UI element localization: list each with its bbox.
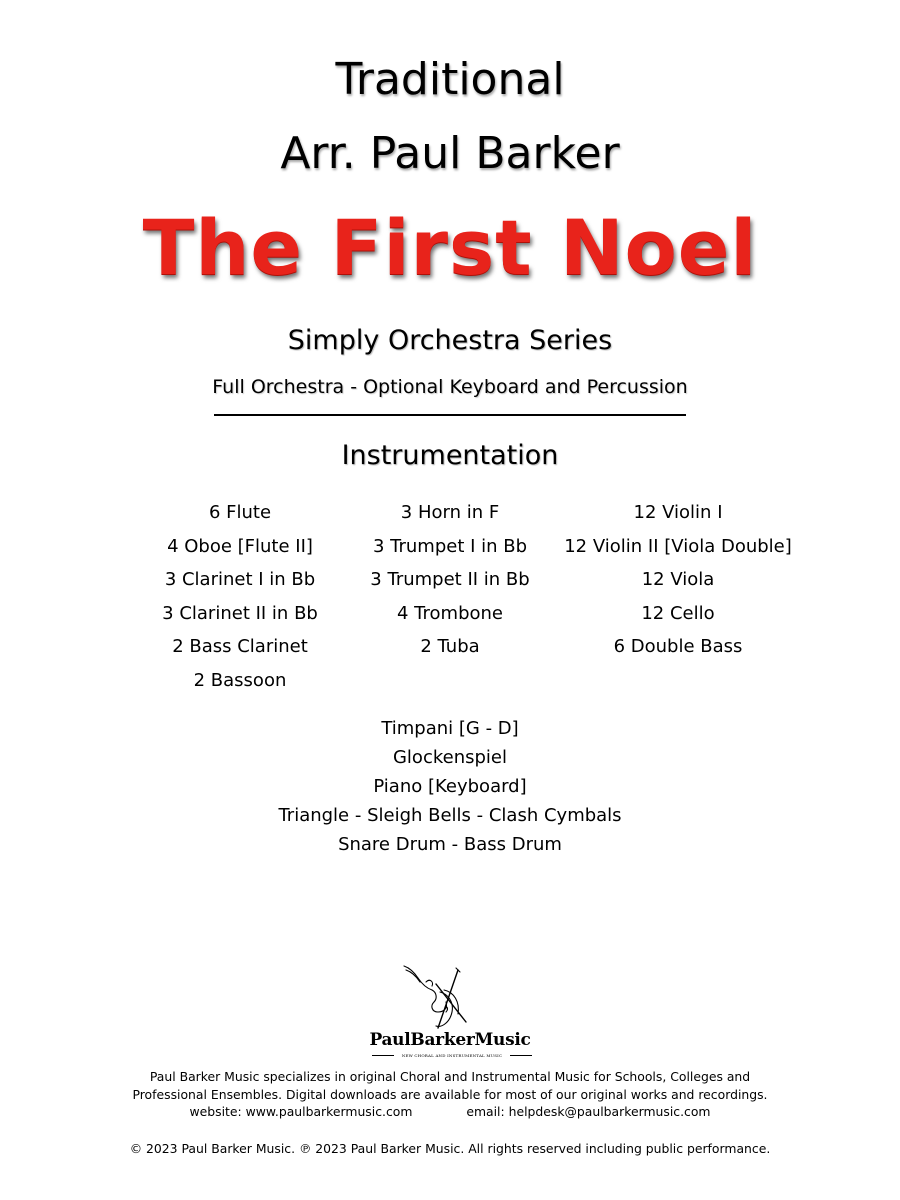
instrument-item: 6 Flute: [208, 502, 272, 523]
instrument-item: 12 Violin I: [633, 502, 723, 523]
instrument-item: Snare Drum - Bass Drum: [338, 834, 562, 855]
composer: Traditional: [335, 54, 565, 105]
instrument-item: 12 Violin II [Viola Double]: [564, 535, 792, 557]
footer-text: [0, 1068, 900, 1121]
instrument-item: 2 Bass Clarinet: [172, 636, 308, 658]
instrument-item: 4 Trombone: [397, 602, 503, 624]
instrument-item: 12 Cello: [641, 602, 715, 624]
divider: [214, 414, 686, 416]
series-name: Simply Orchestra Series: [287, 325, 613, 356]
instrument-item: 2 Tuba: [420, 636, 480, 658]
instrument-item: Piano [Keyboard]: [373, 776, 527, 797]
instrument-item: Triangle - Sleigh Bells - Clash Cymbals: [278, 805, 622, 826]
instrument-item: 3 Horn in F: [400, 502, 500, 523]
instrument-item: 3 Clarinet II in Bb: [162, 602, 318, 624]
subtitle: Full Orchestra - Optional Keyboard and Percussion: [212, 376, 688, 398]
instrument-item: 3 Clarinet I in Bb: [164, 569, 316, 591]
footer-contact: [0, 1103, 900, 1121]
instrument-item: Glockenspiel: [392, 747, 507, 768]
strings-column: [528, 496, 828, 664]
instrumentation-heading: Instrumentation: [341, 440, 559, 471]
arranger: Arr. Paul Barker: [280, 128, 620, 179]
copyright: © 2023 Paul Barker Music. ℗ 2023 Paul Barker Music. All rights reserved including public performance.: [129, 1141, 771, 1156]
instrument-item: 3 Trumpet II in Bb: [370, 569, 530, 591]
logo-name: PaulBarkerMusic: [369, 1030, 531, 1050]
percussion-list: [0, 714, 900, 859]
logo-tagline: NEW CHORAL AND INSTRUMENTAL MUSIC: [401, 1053, 503, 1058]
instrument-item: 6 Double Bass: [613, 636, 743, 658]
woodwinds-column: [120, 496, 360, 698]
instrument-item: Timpani [G - D]: [381, 718, 519, 739]
instrument-item: 3 Trumpet I in Bb: [372, 535, 528, 557]
logo-tagline-wrap: [372, 1052, 532, 1060]
instrument-item: 12 Viola: [641, 569, 715, 591]
instrument-item: 2 Bassoon: [193, 669, 287, 691]
email-link[interactable]: email: helpdesk@paulbarkermusic.com: [466, 1104, 711, 1119]
tagline-rule-right: [510, 1055, 532, 1056]
footer-line: Professional Ensembles. Digital downloads are available for most of our original works and recordings.: [132, 1086, 768, 1102]
page-title: The First Noel: [142, 203, 758, 292]
violin-logo-icon: [396, 962, 476, 1032]
instrument-item: 4 Oboe [Flute II]: [167, 535, 313, 557]
footer-line: Paul Barker Music specializes in original Choral and Instrumental Music for Schools, Colleges and: [149, 1069, 751, 1084]
website-link[interactable]: website: www.paulbarkermusic.com: [189, 1104, 413, 1119]
